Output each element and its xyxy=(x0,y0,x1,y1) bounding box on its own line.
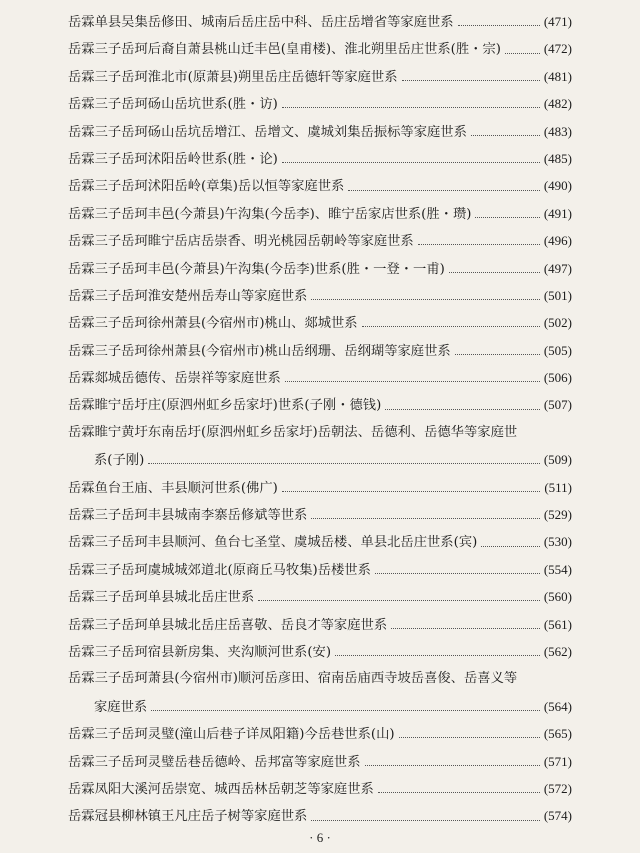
dot-leader xyxy=(449,272,540,273)
dot-leader xyxy=(481,546,540,547)
toc-entry-page: (472) xyxy=(543,41,572,57)
dot-leader xyxy=(399,737,540,738)
toc-entry-page: (505) xyxy=(543,342,572,358)
dot-leader xyxy=(285,381,540,382)
toc-entry xyxy=(68,391,572,418)
toc-entry-title: 岳霖三子岳珂沭阳岳岭世系(胜・论) xyxy=(68,151,278,167)
dot-leader xyxy=(311,820,539,821)
toc-entry-title: 岳霖三子岳珂淮北市(原萧县)朔里岳庄岳德轩等家庭世系 xyxy=(68,69,398,85)
toc-entry-page: (482) xyxy=(543,96,572,112)
toc-entry xyxy=(68,90,572,117)
toc-entry-page: (490) xyxy=(543,178,572,194)
dot-leader xyxy=(282,491,540,492)
toc-entry-title: 岳霖三子岳珂丰邑(今萧县)午沟集(今岳李)世系(胜・一登・一甫) xyxy=(68,261,445,277)
dot-leader xyxy=(365,765,540,766)
dot-leader xyxy=(311,518,539,519)
toc-entry-title: 岳霖三子岳珂丰邑(今萧县)午沟集(今岳李)、睢宁岳家店世系(胜・瓒) xyxy=(68,206,472,222)
dot-leader xyxy=(258,600,540,601)
toc-entry-page: (560) xyxy=(543,589,572,605)
toc-entry xyxy=(68,748,572,775)
toc-entry-title: 岳霖凤阳大溪河岳崇宽、城西岳林岳朝芝等家庭世系 xyxy=(68,781,374,797)
toc-entry-title: 岳霖三子岳珂砀山岳坑岳增江、岳增文、虞城刘集岳振标等家庭世系 xyxy=(68,124,467,140)
toc-entry xyxy=(68,8,572,35)
toc-entry xyxy=(68,446,572,473)
toc-entry-title: 岳霖郯城岳德传、岳崇祥等家庭世系 xyxy=(68,371,281,387)
toc-entry-page: (506) xyxy=(543,370,572,386)
toc-entry-title: 岳霖睢宁黄圩东南岳圩(原泗州虹乡岳家圩)岳朝法、岳德利、岳德华等家庭世 xyxy=(68,424,518,440)
dot-leader xyxy=(378,792,540,793)
dot-leader xyxy=(335,655,540,656)
toc-entry-page: (562) xyxy=(543,643,572,659)
dot-leader xyxy=(391,628,540,629)
toc-entry xyxy=(68,802,572,829)
toc-entry-page: (511) xyxy=(544,479,572,495)
toc-entry xyxy=(68,282,572,309)
toc-entry xyxy=(68,583,572,610)
dot-leader xyxy=(475,217,539,218)
toc-entry xyxy=(68,309,572,336)
toc-entry-title: 岳霖三子岳珂萧县(今宿州市)顺河岳彦田、宿南岳庙西寺坡岳喜俊、岳喜义等 xyxy=(68,671,518,687)
toc-entry-page: (509) xyxy=(543,452,572,468)
dot-leader xyxy=(505,53,540,54)
toc-entry xyxy=(68,118,572,145)
toc-entry xyxy=(68,528,572,555)
toc-entry-page: (561) xyxy=(543,616,572,632)
toc-entry xyxy=(68,364,572,391)
toc-entry-title: 岳霖三子岳珂后裔自萧县桃山迁丰邑(皇甫楼)、淮北朔里岳庄世系(胜・宗) xyxy=(68,42,501,58)
dot-leader xyxy=(402,80,540,81)
dot-leader xyxy=(282,107,540,108)
toc-entry xyxy=(68,693,572,720)
toc-entry-title: 岳霖三子岳珂丰县顺河、鱼台七圣堂、虞城岳楼、单县北岳庄世系(宾) xyxy=(68,535,478,551)
dot-leader xyxy=(471,135,540,136)
toc-entry-page: (574) xyxy=(543,808,572,824)
table-of-contents xyxy=(68,8,572,830)
toc-entry xyxy=(68,665,572,692)
toc-entry-page: (554) xyxy=(543,561,572,577)
toc-entry-title: 岳霖三子岳珂徐州萧县(今宿州市)桃山、郯城世系 xyxy=(68,316,358,332)
dot-leader xyxy=(455,354,540,355)
toc-entry-page: (497) xyxy=(543,260,572,276)
toc-entry-page: (564) xyxy=(543,698,572,714)
toc-entry-title: 岳霖冠县柳林镇王凡庄岳子树等家庭世系 xyxy=(68,809,308,825)
dot-leader xyxy=(148,463,540,464)
toc-entry-page: (565) xyxy=(543,726,572,742)
toc-entry xyxy=(68,200,572,227)
page-number: · 6 · xyxy=(309,830,331,845)
toc-entry-page: (483) xyxy=(543,123,572,139)
dot-leader xyxy=(375,573,540,574)
toc-entry-title: 岳霖三子岳珂睢宁岳店岳崇香、明光桃园岳朝岭等家庭世系 xyxy=(68,234,414,250)
toc-entry-title: 岳霖三子岳珂单县城北岳庄岳喜敬、岳良才等家庭世系 xyxy=(68,617,388,633)
toc-entry-title: 岳霖三子岳珂宿县新房集、夹沟顺河世系(安) xyxy=(68,644,332,660)
toc-entry-title: 岳霖三子岳珂砀山岳坑世系(胜・访) xyxy=(68,97,278,113)
toc-entry-page: (571) xyxy=(543,753,572,769)
dot-leader xyxy=(385,409,540,410)
toc-entry-title: 岳霖三子岳珂徐州萧县(今宿州市)桃山岳纲珊、岳纲瑚等家庭世系 xyxy=(68,343,451,359)
toc-entry-title: 岳霖三子岳珂灵璧(潼山后巷子详凤阳籍)今岳巷世系(山) xyxy=(68,727,395,743)
toc-entry xyxy=(68,419,572,446)
toc-entry-title: 岳霖鱼台王庙、丰县顺河世系(佛广) xyxy=(68,480,278,496)
toc-entry-title: 岳霖三子岳珂丰县城南李寨岳修斌等世系 xyxy=(68,508,308,524)
toc-entry xyxy=(68,227,572,254)
toc-entry xyxy=(68,172,572,199)
toc-entry xyxy=(68,63,572,90)
toc-entry-page: (502) xyxy=(543,315,572,331)
toc-entry xyxy=(68,638,572,665)
toc-entry-page: (572) xyxy=(543,780,572,796)
toc-entry-page: (507) xyxy=(543,397,572,413)
toc-entry-page: (481) xyxy=(543,68,572,84)
toc-entry-title: 家庭世系 xyxy=(94,699,148,715)
toc-entry-page: (529) xyxy=(543,507,572,523)
toc-entry xyxy=(68,611,572,638)
toc-entry-page: (491) xyxy=(543,205,572,221)
toc-entry xyxy=(68,145,572,172)
toc-entry-title: 岳霖睢宁岳圩庄(原泗州虹乡岳家圩)世系(子刚・德钱) xyxy=(68,398,382,414)
toc-entry-title: 岳霖三子岳珂沭阳岳岭(章集)岳以恒等家庭世系 xyxy=(68,179,345,195)
toc-entry-page: (530) xyxy=(543,534,572,550)
toc-entry xyxy=(68,556,572,583)
toc-entry xyxy=(68,35,572,62)
toc-entry-page: (501) xyxy=(543,287,572,303)
toc-entry-title: 岳霖三子岳珂虞城城郊道北(原商丘马牧集)岳楼世系 xyxy=(68,562,371,578)
dot-leader xyxy=(282,162,540,163)
toc-entry xyxy=(68,720,572,747)
dot-leader xyxy=(458,25,540,26)
toc-entry xyxy=(68,474,572,501)
dot-leader xyxy=(362,326,540,327)
dot-leader xyxy=(418,244,540,245)
toc-entry xyxy=(68,255,572,282)
toc-entry-page: (471) xyxy=(543,14,572,29)
toc-entry xyxy=(68,501,572,528)
toc-entry-title: 岳霖三子岳珂淮安楚州岳寿山等家庭世系 xyxy=(68,288,308,304)
dot-leader xyxy=(348,190,540,191)
toc-entry-title: 岳霖三子岳珂单县城北岳庄世系 xyxy=(68,590,255,606)
dot-leader xyxy=(311,299,539,300)
toc-entry xyxy=(68,337,572,364)
dot-leader xyxy=(151,710,540,711)
toc-entry-title: 岳霖单县吴集岳修田、城南后岳庄岳中科、岳庄岳增省等家庭世系 xyxy=(68,15,454,30)
toc-entry-title: 系(子刚) xyxy=(94,453,145,469)
toc-entry-title: 岳霖三子岳珂灵璧岳巷岳德岭、岳邦富等家庭世系 xyxy=(68,754,361,770)
toc-entry-page: (496) xyxy=(543,233,572,249)
toc-entry-page: (485) xyxy=(543,150,572,166)
toc-entry xyxy=(68,775,572,802)
